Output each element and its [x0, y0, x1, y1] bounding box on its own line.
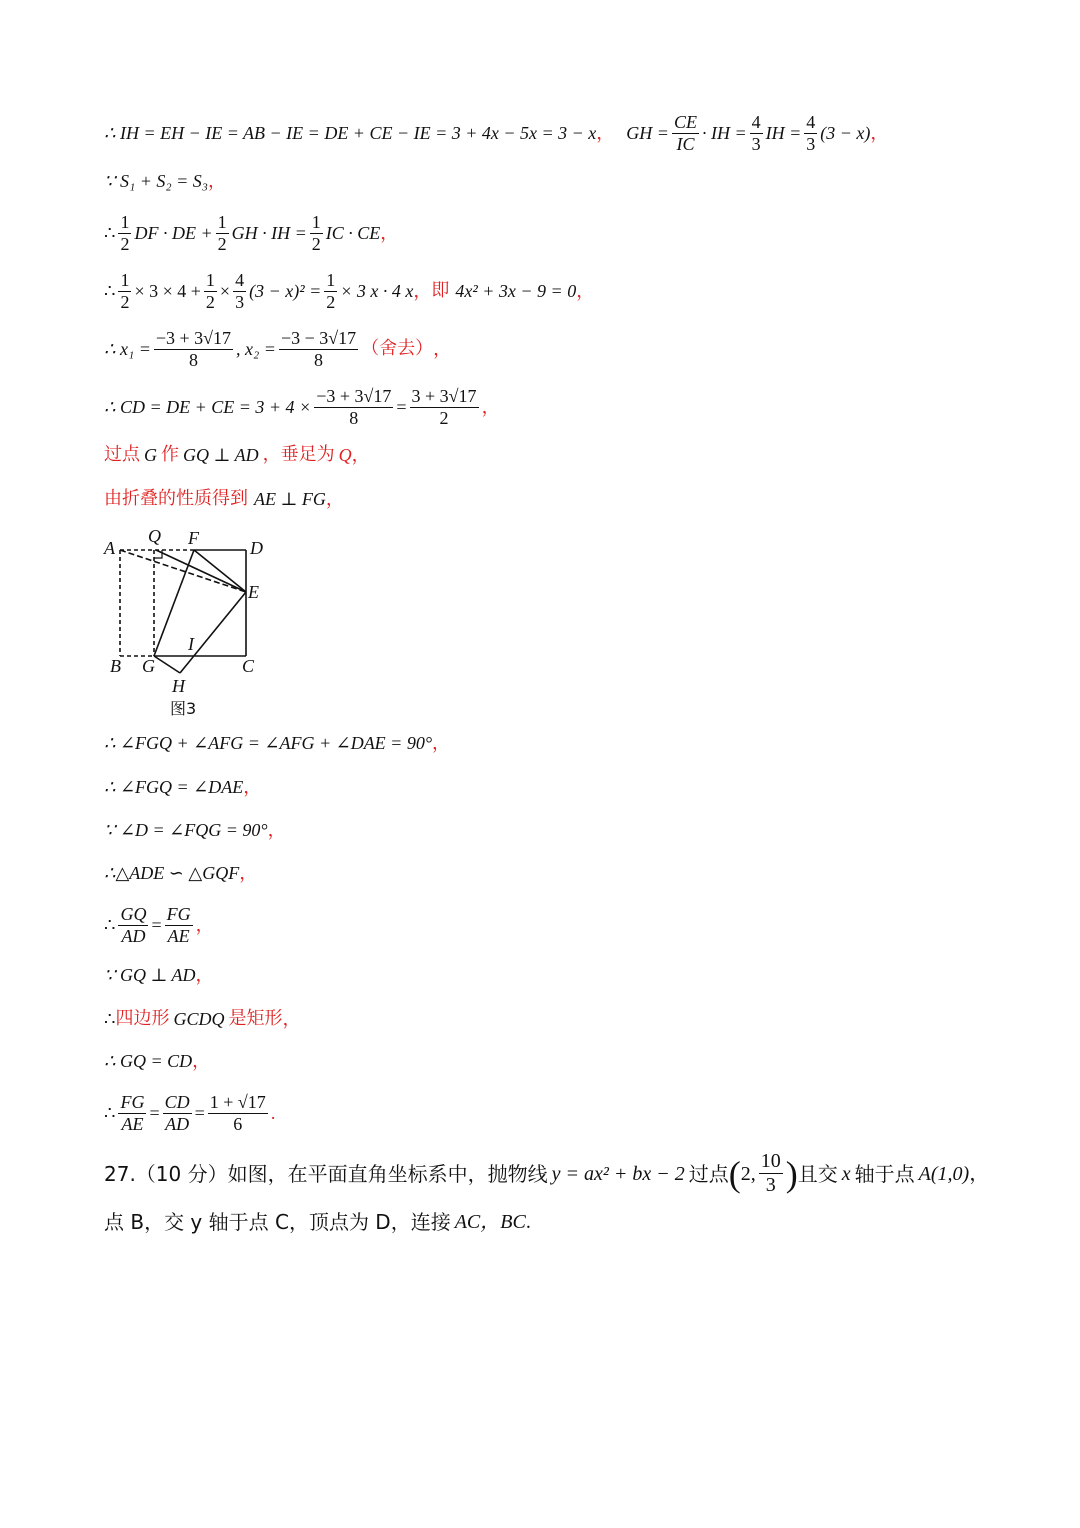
eq-ih: ∴ IH = EH − IE = AB − IE = DE + CE − IE = 3 + 4x − 5x = 3 − x — [104, 123, 597, 144]
line-fold-property: 由折叠的性质得到 AE ⊥ FG ， — [104, 488, 344, 509]
frac-4-3-b: $\frac{4}{3}$ — [806, 112, 816, 154]
label-e: E — [248, 582, 259, 602]
problem-27-line2: 点 B，交 y 轴于点 C，顶点为 D，连接 AC，BC . — [104, 1210, 531, 1234]
seg-eh — [180, 592, 246, 673]
sep: ， — [596, 123, 615, 144]
figure-caption: 图3 — [170, 699, 197, 718]
label-b: B — [110, 656, 121, 676]
line-gq-perp: ∵ GQ ⊥ AD ， — [104, 965, 214, 985]
line-ih-gh: ∴ IH = EH − IE = AB − IE = DE + CE − IE = 3 + 4x − 5x = 3 − x ， GH = $\frac{CE}{IC}$ · IH = $\frac{4}{3}$ IH = $\frac{4}{3}$ (3 − x) ， — [104, 112, 889, 154]
line-rectangle: ∴ 四边形 GCDQ 是矩形 ， — [104, 1008, 301, 1029]
label-i: I — [188, 634, 194, 654]
label-f: F — [188, 530, 199, 548]
label-a: A — [104, 538, 115, 558]
line-similar: ∴△ADE ∽ △GQF ， — [104, 863, 258, 883]
line-area-eq: ∴ $\frac{1}{2}$ DF · DE + $\frac{1}{2}$ GH · IH = $\frac{1}{2}$ IC · CE ， — [104, 212, 399, 254]
line-roots: ∴ x₁ = $\frac{-3 + 3√17}{8}$ , x₂ = $\frac{-3 - 3√17}{8}$ （舍去） ， — [104, 328, 452, 370]
figure-3 — [100, 530, 300, 730]
line-ratio: ∴ $\frac{GQ}{AD}$ = $\frac{FG}{AE}$ ， — [104, 904, 214, 946]
frac-ce-ic: $\frac{CE}{IC}$ — [673, 112, 697, 154]
line-equation-x: ∴ $\frac{1}{2}$ × 3 × 4 + $\frac{1}{2}$ × $\frac{4}{3}$ (3 − x)² = $\frac{1}{2}$ × 3 x · 4 x ， 即 4x² + 3x − 9 = 0 ， — [104, 270, 595, 312]
label-g: G — [142, 656, 155, 676]
line-angle-sum: ∴ ∠FGQ + ∠AFG = ∠AFG + ∠DAE = 90° ， — [104, 733, 451, 753]
label-c: C — [242, 656, 255, 676]
line-cd-value: ∴ CD = DE + CE = 3 + 4 × $\frac{-3 + 3√17}{8}$ = $\frac{3 + 3√17}{2}$ ， — [104, 386, 500, 428]
label-d: D — [250, 538, 263, 558]
line-right-angles: ∵ ∠D = ∠FQG = 90° ， — [104, 820, 286, 840]
eq-gh-lhs: GH = — [626, 123, 669, 144]
frac-4-3: $\frac{4}{3}$ — [751, 112, 761, 154]
line-gq-cd: ∴ GQ = CD ， — [104, 1051, 211, 1071]
line-construct-gq: 过点 G 作 GQ ⊥ AD ，垂足为 Q ， — [104, 444, 370, 465]
line-final-ratio: ∴ $\frac{FG}{AE}$ = $\frac{CD}{AD}$ = $\frac{1 + √17}{6}$ . — [104, 1092, 276, 1134]
label-h: H — [172, 676, 185, 696]
label-q: Q — [148, 530, 161, 546]
line-angle-equal: ∴ ∠FGQ = ∠DAE ， — [104, 777, 262, 797]
seg-gh — [154, 656, 180, 673]
problem-27-line1: 27.（10 分）如图，在平面直角坐标系中，抛物线 y = ax² + bx − 2 过点 ( 2, $\frac{10}{3}$ ) 且交 x 轴于点 A(1,0) ， — [104, 1150, 990, 1196]
line-area-sum: ∵ S₁ + S₂ = S₃ ， — [104, 171, 227, 191]
